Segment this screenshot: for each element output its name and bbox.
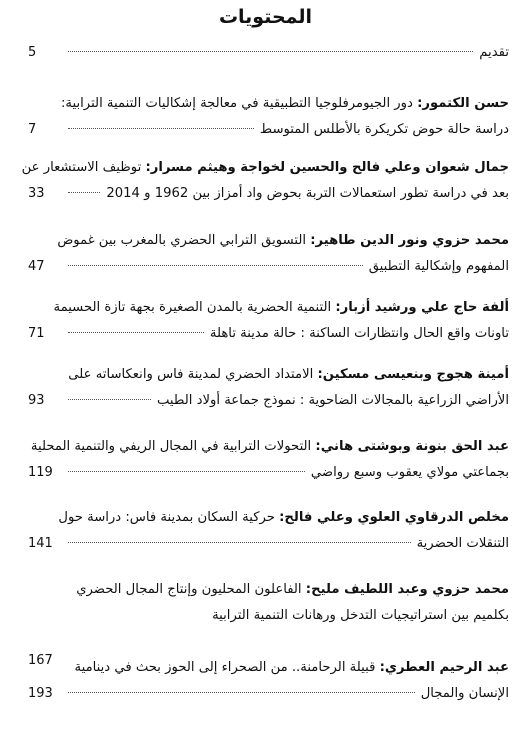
page-number: 167: [28, 653, 53, 668]
entry-title: حركية السكان بمدينة فاس: دراسة حول: [58, 510, 280, 525]
entry-title: تقديم: [479, 45, 509, 60]
page-number: 5: [28, 45, 37, 60]
entry-author: أمينة هجوج وبنعيسى مسكين:: [317, 367, 509, 382]
entry-title: قبيلة الرحامنة.. من الصحراء إلى الحوز بحث في دينامية: [74, 660, 380, 675]
entry-title-continued: الأراضي الزراعية بالمجالات الضاحوية : نموذج جماعة أولاد الطيب: [156, 393, 509, 408]
page-number: 47: [28, 259, 45, 274]
entry-title: توظيف الاستشعار عن: [21, 160, 146, 175]
toc-entry[interactable]: [28, 40, 509, 66]
entry-title: الامتداد الحضري لمدينة فاس وانعكاساته على: [68, 367, 318, 382]
dot-leader: [68, 399, 151, 400]
entry-title-continued: بعد في دراسة تطور استعمالات التربة بحوض واد أمزاز بين 1962 و 2014: [106, 186, 509, 201]
dot-leader: [68, 692, 415, 693]
dot-leader: [68, 128, 254, 129]
page-number: 119: [28, 465, 53, 480]
dot-leader: [68, 265, 363, 266]
page-number: 71: [28, 326, 45, 341]
entry-title-continued: المفهوم وإشكالية التطبيق: [368, 259, 509, 274]
page-number: 93: [28, 393, 45, 408]
dot-leader: [68, 192, 100, 193]
entry-title: الفاعلون المحليون وإنتاج المجال الحضري: [76, 582, 306, 597]
entry-author: مخلص الدرقاوي العلوي وعلي فالح:: [279, 510, 509, 525]
entry-title-continued: التنقلات الحضرية: [416, 536, 509, 551]
entry-title: التنمية الحضرية بالمدن الصغيرة بجهة تازة الحسيمة: [53, 300, 336, 315]
entry-title-continued: الإنسان والمجال: [420, 686, 509, 701]
entry-title: دور الجيومرفلوجيا التطبيقية في معالجة إشكاليات التنمية الترابية:: [60, 96, 418, 111]
entry-author: محمد حزوي ونور الدين طاهير:: [310, 233, 509, 248]
page-number: 33: [28, 186, 45, 201]
dot-leader: [68, 471, 305, 472]
toc-entry[interactable]: [28, 295, 509, 347]
page-number: 7: [28, 122, 37, 137]
toc-entry[interactable]: [28, 228, 509, 280]
entry-title-continued: دراسة حالة حوض تكريكرة بالأطلس المتوسط: [259, 122, 509, 137]
toc-entry[interactable]: [28, 577, 509, 629]
toc-entry[interactable]: [28, 91, 509, 143]
page-title: المحتويات: [218, 6, 313, 28]
entry-title: التحولات الترابية في المجال الريفي والتنمية المحلية: [30, 439, 316, 454]
entry-author: حسن الكتمور:: [417, 96, 509, 111]
entry-author: عبد الحق بنونة وبوشتى هاني:: [315, 439, 509, 454]
entry-title-continued: بكلميم بين استراتيجيات التدخل ورهانات التنمية الترابية: [212, 608, 509, 623]
entry-author: محمد حزوي وعبد اللطيف مليح:: [305, 582, 509, 597]
page-number: 141: [28, 536, 53, 551]
entry-author: عبد الرحيم العطري:: [379, 660, 509, 675]
toc-entry[interactable]: [28, 434, 509, 486]
page-number: 193: [28, 686, 53, 701]
dot-leader: [68, 51, 473, 52]
toc-entry[interactable]: [28, 505, 509, 557]
toc-entry[interactable]: [28, 655, 509, 707]
dot-leader: [68, 542, 411, 543]
toc-entry[interactable]: [28, 362, 509, 414]
entry-title-continued: بجماعتي مولاي يعقوب وسبع رواضي: [310, 465, 509, 480]
toc-entry[interactable]: [21, 155, 509, 207]
entry-author: جمال شعوان وعلي فالح والحسين لخواجة وهيثم مسرار:: [145, 160, 509, 175]
entry-author: ألفة حاج علي ورشيد أزبار:: [335, 300, 509, 315]
dot-leader: [68, 332, 204, 333]
entry-title: التسويق الترابي الحضري بالمغرب بين غموض: [57, 233, 311, 248]
entry-title-continued: تاونات واقع الحال وانتظارات الساكنة : حالة مدينة تاهلة: [209, 326, 509, 341]
